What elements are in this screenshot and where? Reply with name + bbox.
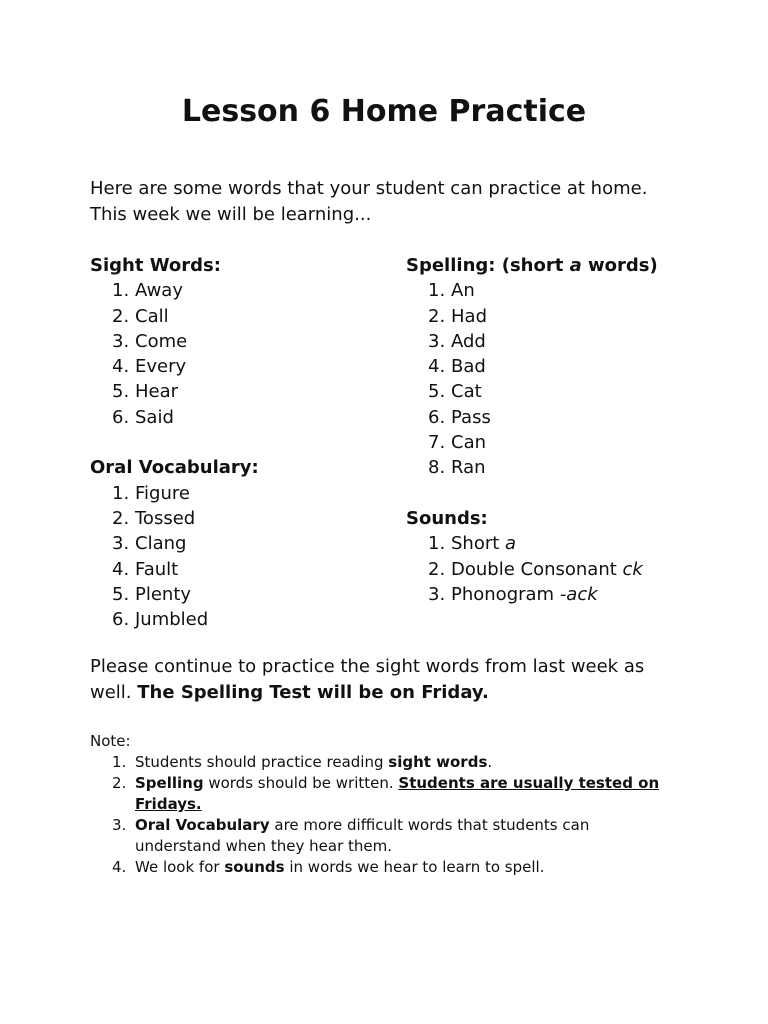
- note-item: 3. Oral Vocabulary are more difficult words that students can understand when they hear them.: [112, 816, 590, 855]
- note-text: Oral Vocabulary: [135, 816, 270, 834]
- vocab-word: Jumbled: [135, 609, 209, 631]
- spacer: [90, 430, 390, 455]
- spelling-list: [406, 278, 726, 480]
- list-item: 8. Ran: [428, 457, 486, 479]
- list-item: 2. Tossed: [112, 507, 196, 529]
- sight-word: Call: [135, 305, 169, 327]
- sight-word: Said: [135, 406, 174, 428]
- intro-paragraph: [90, 176, 690, 228]
- continue-line-2: well. The Spelling Test will be on Friday.: [90, 682, 489, 703]
- note-section: [90, 731, 670, 878]
- vocab-word: Plenty: [135, 583, 192, 605]
- list-item: 4. Bad: [428, 356, 486, 378]
- note-text: Students are usually tested on Fridays.: [135, 774, 660, 813]
- sounds-list: [406, 531, 726, 607]
- left-column: [90, 253, 390, 632]
- note-item: 1. Students should practice reading sight words.: [112, 753, 493, 771]
- spelling-test-notice: The Spelling Test will be on Friday.: [137, 682, 489, 703]
- list-item: 2. Call: [112, 305, 169, 327]
- list-item: 3. Come: [112, 330, 188, 352]
- list-item: 4. Fault: [112, 558, 179, 580]
- continue-line-1: Please continue to practice the sight words from last week as: [90, 656, 645, 677]
- vocab-word: Tossed: [135, 507, 196, 529]
- list-item: 1. Away: [112, 280, 183, 302]
- spelling-word: Ran: [451, 457, 486, 479]
- spelling-word: Can: [451, 432, 487, 454]
- note-item: 2. Spelling words should be written. Students are usually tested on Fridays.: [112, 774, 660, 813]
- spacer: [406, 481, 726, 506]
- spelling-word: Pass: [451, 406, 491, 428]
- note-text: words should be written.: [203, 774, 399, 792]
- spelling-word: Had: [451, 305, 487, 327]
- spelling-word: An: [451, 280, 475, 302]
- list-item: 6. Pass: [428, 406, 491, 428]
- sight-words-list: [90, 278, 390, 430]
- list-item: 1. An: [428, 280, 475, 302]
- note-text: are more difficult words that students can understand when they hear them.: [135, 816, 590, 855]
- note-item: 4. We look for sounds in words we hear to learn to spell.: [112, 858, 545, 876]
- vocab-word: Clang: [135, 533, 187, 555]
- sight-word: Away: [135, 280, 183, 302]
- sounds-heading: Sounds:: [406, 507, 488, 529]
- list-item: 2. Had: [428, 305, 487, 327]
- continue-paragraph: [90, 654, 690, 706]
- list-item: 6. Jumbled: [112, 609, 209, 631]
- list-item: 3. Phonogram -ack: [428, 583, 598, 605]
- note-text: Spelling: [135, 774, 204, 792]
- note-text: Students should practice reading: [135, 753, 389, 771]
- note-text: sounds: [224, 858, 285, 876]
- list-item: 5. Hear: [112, 381, 179, 403]
- list-item: 3. Add: [428, 330, 486, 352]
- list-item: 1. Short a: [428, 533, 517, 555]
- note-label: Note:: [90, 732, 131, 750]
- sight-words-heading: Sight Words:: [90, 255, 221, 276]
- oral-vocabulary-list: [90, 481, 390, 633]
- list-item: 4. Every: [112, 356, 187, 378]
- list-item: 2. Double Consonant ck: [428, 558, 643, 580]
- note-text: sight words: [388, 753, 488, 771]
- page-title: Lesson 6 Home Practice: [181, 94, 587, 129]
- list-item: 1. Figure: [112, 482, 190, 504]
- vocab-word: Fault: [135, 558, 179, 580]
- list-item: 5. Cat: [428, 381, 482, 403]
- right-column: [406, 253, 726, 607]
- vocab-word: Figure: [135, 482, 190, 504]
- spelling-word: Cat: [451, 381, 482, 403]
- note-text: .: [487, 753, 493, 771]
- list-item: 3. Clang: [112, 533, 187, 555]
- sight-word: Hear: [135, 381, 179, 403]
- note-text: in words we hear to learn to spell.: [284, 858, 545, 876]
- note-text: We look for: [135, 858, 225, 876]
- list-item: 5. Plenty: [112, 583, 192, 605]
- spelling-heading: Spelling: (short a words): [406, 255, 658, 276]
- intro-line-2: This week we will be learning...: [90, 204, 372, 225]
- list-item: 7. Can: [428, 432, 487, 454]
- oral-vocabulary-heading: Oral Vocabulary:: [90, 457, 259, 479]
- sight-word: Every: [135, 356, 187, 378]
- sight-word: Come: [135, 330, 188, 352]
- intro-line-1: Here are some words that your student can practice at home.: [90, 178, 648, 199]
- spelling-word: Bad: [451, 356, 486, 378]
- note-list: [90, 752, 670, 878]
- spelling-word: Add: [451, 330, 486, 352]
- list-item: 6. Said: [112, 406, 174, 428]
